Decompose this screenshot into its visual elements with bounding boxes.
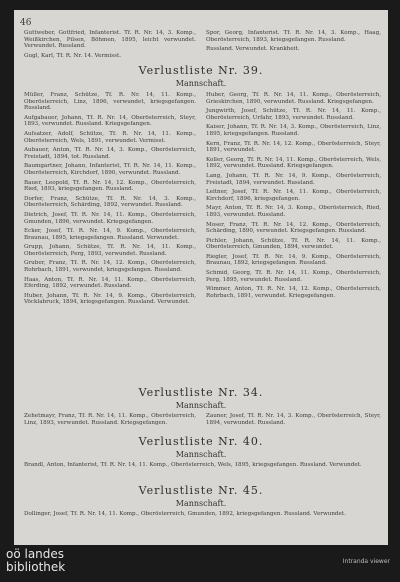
page-number: 46 xyxy=(20,18,32,28)
entry: Dietrich, Josef, Tf. R. Nr. 14, 11. Komp., Oberösterreich, Gmunden, 1896, verwundet. Kriegsgefangen. xyxy=(24,211,196,225)
entry: Grupp, Johann, Schütze, Tf. R. Nr. 14, 11. Komp., Oberösterreich, Perg, 1893, verwundet. Russland. xyxy=(24,244,196,257)
document-page xyxy=(14,10,388,545)
entry: Huber, Johann, Tf. R. Nr. 14, 9. Komp., Oberösterreich, Vöcklabruck, 1894, kriegsgefangen. Russland. Verwundet. xyxy=(24,292,196,306)
section-title: Verlustliste Nr. 40. xyxy=(138,435,264,448)
entry: Ecker, Josef, Tf. R. Nr. 14, 9. Komp., Oberösterreich, Braunau, 1895, kriegsgefangen. Russland. Verwundet. xyxy=(24,228,196,241)
entry: Koller, Georg, Tf. R. Nr. 14, 11. Komp., Oberösterreich, Wels, 1892, verwundet. Russland. Kriegsgefangen. xyxy=(206,156,381,170)
entry: Dorfer, Franz, Schütze, Tf. R. Nr. 14, 3. Komp., Oberösterreich, Schärding, 1892, verwundet. Russland. xyxy=(24,195,196,209)
entry: Bauer, Leopold, Tf. R. Nr. 14, 12. Komp., Oberösterreich, Ried, 1893, kriegsgefangen. Russland. xyxy=(24,179,196,193)
entry: Müller, Franz, Schütze, Tf. R. Nr. 14, 11. Komp., Oberösterreich, Linz, 1896, verwundet, kriegsgefangen. Russland. xyxy=(24,92,196,112)
entry: Jungwirth, Josef, Schütze, Tf. R. Nr. 14, 11. Komp., Oberösterreich, Urfahr, 1893, verwundet. Russland. xyxy=(206,108,381,121)
entry: Aubauer, Anton, Tf. R. Nr. 14, 3. Komp., Oberösterreich, Freistadt, 1894, tot. Russland. xyxy=(24,147,196,160)
entry: Kaiser, Johann, Tf. R. Nr. 14, 3. Komp., Oberösterreich, Linz, 1895, kriegsgefangen. Russland. xyxy=(206,124,381,137)
section-39-left xyxy=(24,92,196,309)
entry: Lang, Johann, Tf. R. Nr. 14, 9. Komp., Oberösterreich, Freistadt, 1894, verwundet. Russland. xyxy=(206,172,381,186)
entry: Gruber, Franz, Tf. R. Nr. 14, 12. Komp., Oberösterreich, Rohrbach, 1891, verwundet, kriegsgefangen. Russland. xyxy=(24,260,196,274)
entry: Brandl, Anton, Infanterist, Tf. R. Nr. 14, 11. Komp., Oberösterreich, Wels, 1895, kriegsgefangen. Russland. Verwundet. xyxy=(24,462,362,468)
logo-line: bibliothek xyxy=(6,560,66,574)
entry: Aufgabauer, Johann, Tf. R. Nr. 14, Oberösterreich, Steyr, 1893, verwundet. Russland. Kriegsgefangen. xyxy=(24,114,196,128)
section-subtitle: Mannschaft. xyxy=(175,401,227,410)
section-subtitle: Mannschaft. xyxy=(175,499,227,508)
entry: Wimmer, Anton, Tf. R. Nr. 14, 12. Komp., Oberösterreich, Rohrbach, 1891, verwundet. Kriegsgefangen. xyxy=(206,286,381,299)
entry: Aufsatzer, Adolf, Schütze, Tf. R. Nr. 14, 11. Komp., Oberösterreich, Wels, 1891, verwundet. Vermisst. xyxy=(24,130,196,144)
section-title: Verlustliste Nr. 39. xyxy=(138,64,264,77)
section-subtitle: Mannschaft. xyxy=(175,79,227,88)
entry: Zauner, Josef, Tf. R. Nr. 14, 3. Komp., Oberösterreich, Steyr, 1894, verwundet. Russland. xyxy=(206,413,381,426)
entry: Mayr, Anton, Tf. R. Nr. 14, 3. Komp., Oberösterreich, Ried, 1893, verwundet. Russland. xyxy=(206,205,381,218)
viewer-footer xyxy=(0,545,400,582)
section-subtitle: Mannschaft. xyxy=(175,450,227,459)
entry: Spor, Georg, Infanterist. Tf. R. Nr. 14, 3. Komp., Haag, Oberösterreich, 1893, kriegsgefangen. Russland. xyxy=(206,30,381,43)
section-39-right xyxy=(206,92,381,302)
section-title: Verlustliste Nr. 34. xyxy=(138,386,264,399)
entry: Kern, Franz, Tf. R. Nr. 14, 12. Komp., Oberösterreich, Steyr, 1891, verwundet. xyxy=(206,140,381,154)
top-right-column xyxy=(206,30,381,56)
top-left-column xyxy=(24,30,196,62)
entry: Pichler, Johann, Schütze, Tf. R. Nr. 14, 11. Komp., Oberösterreich, Gmunden, 1894, verwundet. xyxy=(206,237,381,251)
entry: Haas, Anton, Tf. R. Nr. 14, 11. Komp., Oberösterreich, Eferding, 1892, verwundet. Russland. xyxy=(24,276,196,290)
entry: Moser, Franz, Tf. R. Nr. 14, 12. Komp., Oberösterreich, Schärding, 1890, verwundet. Kriegsgefangen. Russland. xyxy=(206,221,381,235)
entry: Guttweber, Gottfried, Infanterist. Tf. R. Nr. 14, 3. Komp., Weißkirchen, Pilsen, Böhmen, 1895, leicht verwundet. Verwundet. Russland. xyxy=(24,30,196,50)
logo-line: oö landes xyxy=(6,547,65,561)
entry: Schmid, Georg, Tf. R. Nr. 14, 11. Komp., Oberösterreich, Perg, 1895, verwundet. Russland. xyxy=(206,270,381,283)
entry: Gugl, Karl, Tf. R. Nr. 14. Vermisst. xyxy=(24,52,122,59)
entry: Zehetmayr, Franz, Tf. R. Nr. 14, 11. Komp., Oberösterreich, Linz, 1893, verwundet. Russland. Kriegsgefangen. xyxy=(24,413,196,426)
viewer-label: Intranda viewer xyxy=(342,558,390,565)
entry: Leitner, Josef, Tf. R. Nr. 14, 11. Komp., Oberösterreich, Kirchdorf, 1896, kriegsgefangen. xyxy=(206,189,381,202)
entry: Dollinger, Josef, Tf. R. Nr. 14, 11. Komp., Oberösterreich, Gmunden, 1892, kriegsgefangen. Russland. Verwundet. xyxy=(24,511,346,517)
library-logo[interactable] xyxy=(6,548,65,574)
entry: Russland. Verwundet. Krankheit. xyxy=(206,46,300,53)
section-34-left xyxy=(24,413,196,429)
section-34-right xyxy=(206,413,381,429)
entry: Huber, Georg, Tf. R. Nr. 14, 11. Komp., Oberösterreich, Grieskirchen, 1890, verwundet. Russland. Kriegsgefangen. xyxy=(206,92,381,105)
section-title: Verlustliste Nr. 45. xyxy=(138,484,264,497)
entry: Riegler, Josef, Tf. R. Nr. 14, 9. Komp., Oberösterreich, Braunau, 1892, kriegsgefangen. Russland. xyxy=(206,253,381,267)
entry: Baumgartner, Johann, Infanterist, Tf. R. Nr. 14, 11. Komp., Oberösterreich, Kirchdorf, 1890, verwundet. Russland. xyxy=(24,163,196,176)
